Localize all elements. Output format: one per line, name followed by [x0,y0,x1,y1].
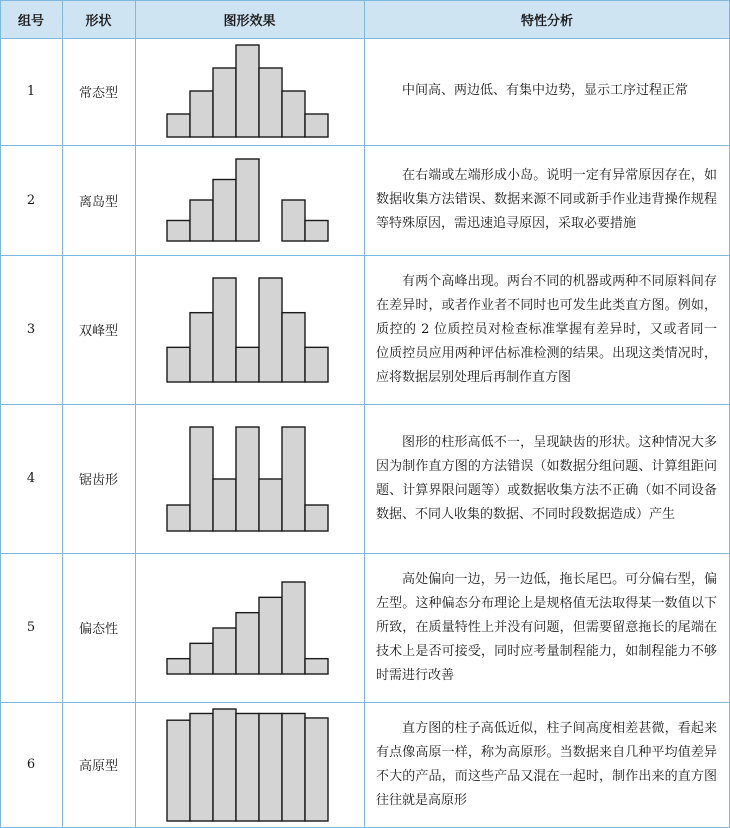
analysis-text [364,145,729,255]
analysis-paragraph: 有两个高峰出现。两台不同的机器或两种不同原料间存在差异时，或者作业者不同时也可发生此类直方图。例如，质控的 2 位质控员对检查标准掌握有差异时，又或者同一位质控员应用两种评估标准检测的结果。出现这类情况时，应将数据层别处理后再制作直方图 [376,273,717,385]
histogram-svg [166,425,334,533]
histogram-bar [167,658,190,673]
histogram-bar [167,347,190,382]
histogram-svg [166,43,334,139]
histogram-figure [135,404,364,553]
histogram-bar [167,720,190,821]
analysis-paragraph: 在右端或左端形成小岛。说明一定有异常原因存在，如数据收集方法错误、数据来源不同或新手作业违背操作规程等特殊原因，需迅速追寻原因，采取必要措施 [376,168,717,231]
shape-name: 离岛型 [78,194,118,210]
histogram-bar [259,278,282,382]
histogram-bar [305,347,328,382]
histogram-bar [236,427,259,531]
histogram-bar [190,312,213,381]
histogram-figure [135,145,364,255]
row-number: 4 [26,471,36,486]
histogram-svg [166,707,334,823]
analysis-text [364,404,729,553]
histogram-bar [305,114,328,137]
analysis-paragraph: 高处偏向一边，另一边低，拖长尾巴。可分偏右型，偏左型。这种偏态分布理论上是规格值无法取得某一数值以下所致，在质量特性上并没有问题，但需要留意拖长的尾端在技术上是否可接受，同时应考量制程能力，如制程能力不够时需进行改善 [376,571,717,683]
histogram-bar [213,278,236,382]
histogram-bar [305,221,328,242]
analysis-paragraph: 直方图的柱子高低近似，柱子间高度相差甚微，看起来有点像高原一样，称为高原形。当数据来自几种平均值差异不大的产品，而这些产品又混在一起时，制作出来的直方图往往就是高原形 [376,720,717,808]
histogram-figure [135,553,364,702]
histogram-bar [236,347,259,382]
histogram-bar [167,221,190,242]
shape-name: 常态型 [78,85,118,101]
histogram-bar [305,658,328,673]
histogram-bar [282,582,305,674]
histogram-bar [167,114,190,137]
histogram-bar [190,713,213,821]
histogram-bar [259,479,282,531]
shape-name: 高原型 [78,759,118,774]
histogram-bar [305,505,328,531]
histogram-bar [213,68,236,137]
histogram-bar [282,713,305,821]
histogram-bar [213,709,236,821]
histogram-bar [190,643,213,674]
shape-name: 偏态性 [78,622,118,637]
analysis-text [364,37,729,145]
row-number: 3 [26,322,36,337]
histogram-bar [282,312,305,381]
histogram-svg [166,580,334,676]
histogram-figure [135,702,364,827]
histogram-bar [190,427,213,531]
histogram-bar [236,159,259,241]
analysis-text [364,255,729,404]
row-number: 5 [26,620,36,635]
histogram-bar [213,628,236,674]
header-shape: 形状 [62,0,135,39]
header-figure: 图形效果 [135,0,364,39]
row-number: 2 [26,192,36,208]
shape-name: 双峰型 [78,324,118,339]
histogram-bar [190,91,213,137]
histogram-bar [236,45,259,137]
analysis-paragraph: 中间高、两边低、有集中边势，显示工序过程正常 [402,83,689,98]
histogram-svg [166,276,334,384]
histogram-bar [167,505,190,531]
histogram-bar [190,200,213,241]
row-number: 6 [26,757,36,772]
histogram-bar [259,713,282,821]
header-group: 组号 [0,0,62,39]
shape-name: 锯齿形 [78,473,118,488]
histogram-figure [135,37,364,145]
histogram-bar [282,427,305,531]
histogram-bar [282,91,305,137]
histogram-bar [305,717,328,820]
histogram-bar [236,713,259,821]
histogram-bar [213,180,236,242]
histogram-bar [236,612,259,673]
histogram-figure [135,255,364,404]
histogram-svg [166,157,334,243]
analysis-text [364,553,729,702]
row-number: 1 [26,83,36,99]
histogram-bar [282,200,305,241]
histogram-bar [213,479,236,531]
histogram-bar [259,597,282,674]
analysis-text [364,702,729,827]
analysis-paragraph: 图形的柱形高低不一，呈现缺齿的形状。这种情况大多因为制作直方图的方法错误（如数据分组问题、计算组距问题、计算界限问题等）或数据收集方法不正确（如不同设备数据、不同人收集的数据、不同时段数据造成）产生 [376,434,717,522]
header-analysis: 特性分析 [364,0,730,39]
histogram-bar [259,68,282,137]
